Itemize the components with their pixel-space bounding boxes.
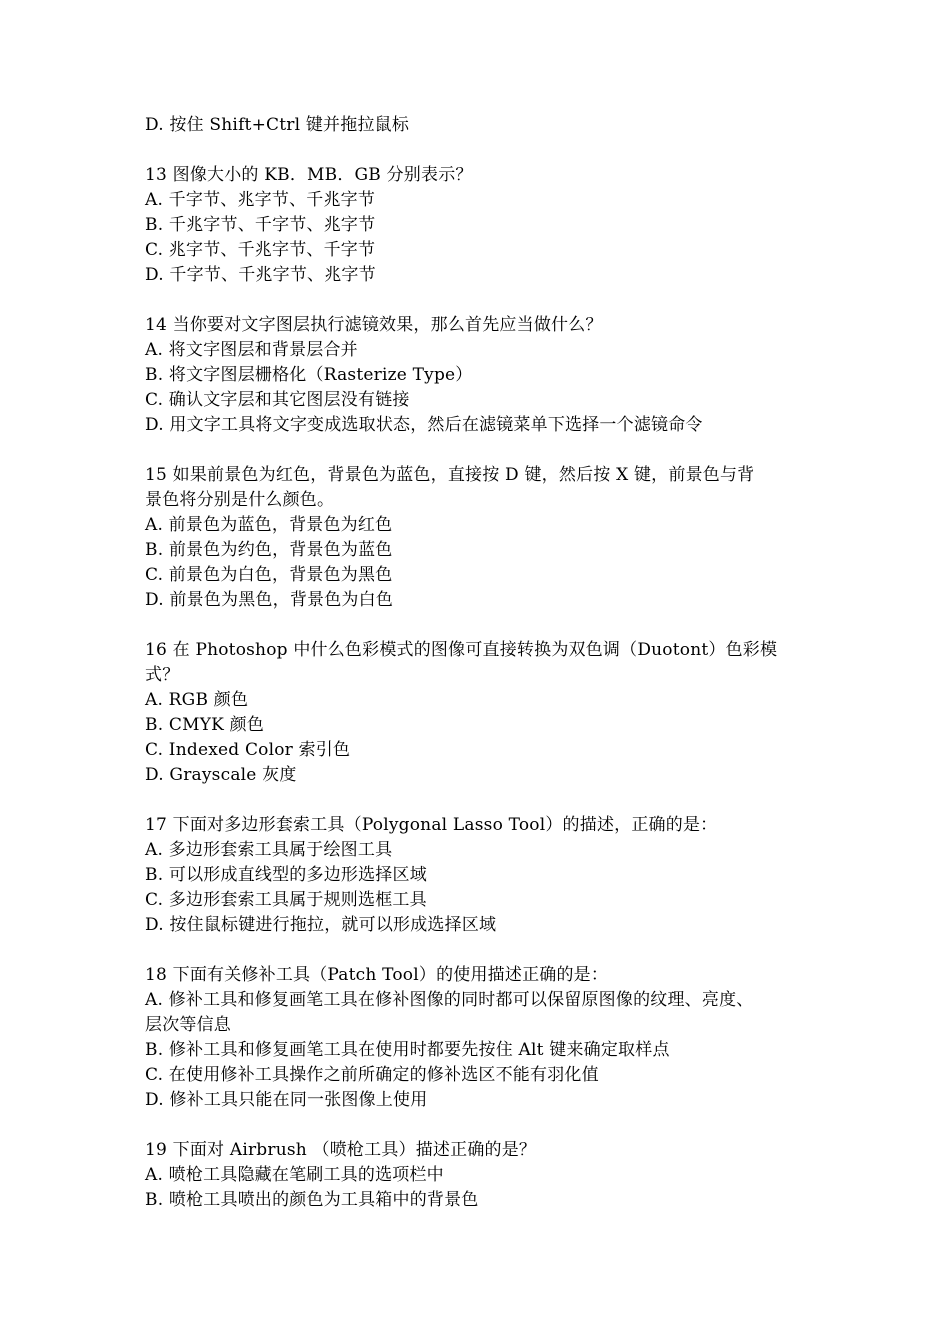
answer-option: A. 多边形套索工具属于绘图工具	[145, 840, 393, 860]
question-text: 17 下面对多边形套索工具（Polygonal Lasso Tool）的描述，正确的是：	[145, 815, 718, 835]
question-text: 16 在 Photoshop 中什么色彩模式的图像可直接转换为双色调（Duotont）色彩模	[145, 640, 778, 660]
answer-option: D. 前景色为黑色，背景色为白色	[145, 590, 394, 610]
answer-option: C. 多边形套索工具属于规则选框工具	[145, 890, 427, 910]
blank-line	[145, 288, 825, 313]
answer-option: C. 前景色为白色，背景色为黑色	[145, 565, 393, 585]
answer-option: B. 可以形成直线型的多边形选择区域	[145, 865, 427, 885]
answer-option: B. 千兆字节、千字节、兆字节	[145, 215, 376, 235]
answer-option: C. 在使用修补工具操作之前所确定的修补选区不能有羽化值	[145, 1065, 599, 1085]
answer-option: B. CMYK 颜色	[145, 715, 265, 735]
answer-option: A. RGB 颜色	[145, 690, 249, 710]
blank-line	[145, 938, 825, 963]
text-line: 式？	[145, 665, 180, 685]
blank-line	[145, 1113, 825, 1138]
question-text: 15 如果前景色为红色，背景色为蓝色，直接按 D 键，然后按 X 键，前景色与背	[145, 465, 755, 485]
answer-option: A. 将文字图层和背景层合并	[145, 340, 358, 360]
answer-option: D. 千字节、千兆字节、兆字节	[145, 265, 376, 285]
answer-option: B. 将文字图层栅格化（Rasterize Type）	[145, 365, 473, 385]
blank-line	[145, 788, 825, 813]
answer-option: C. 确认文字层和其它图层没有链接	[145, 390, 410, 410]
answer-option: C. Indexed Color 索引色	[145, 740, 351, 760]
question-text: 13 图像大小的 KB．MB．GB 分别表示？	[145, 165, 473, 185]
answer-option: B. 修补工具和修复画笔工具在使用时都要先按住 Alt 键来确定取样点	[145, 1040, 670, 1060]
text-line: 景色将分别是什么颜色。	[145, 490, 335, 510]
answer-option: D. Grayscale 灰度	[145, 765, 297, 785]
question-text: 19 下面对 Airbrush （喷枪工具）描述正确的是？	[145, 1140, 537, 1160]
answer-option: B. 喷枪工具喷出的颜色为工具箱中的背景色	[145, 1190, 479, 1210]
answer-option: A. 千字节、兆字节、千兆字节	[145, 190, 376, 210]
answer-option: D. 按住 Shift+Ctrl 键并拖拉鼠标	[145, 115, 410, 135]
answer-option: A. 前景色为蓝色，背景色为红色	[145, 515, 393, 535]
question-text: 18 下面有关修补工具（Patch Tool）的使用描述正确的是：	[145, 965, 609, 985]
document-body	[145, 113, 825, 1213]
answer-option: D. 用文字工具将文字变成选取状态，然后在滤镜菜单下选择一个滤镜命令	[145, 415, 703, 435]
answer-option: D. 修补工具只能在同一张图像上使用	[145, 1090, 428, 1110]
blank-line	[145, 613, 825, 638]
answer-option: A. 喷枪工具隐藏在笔刷工具的选项栏中	[145, 1165, 444, 1185]
blank-line	[145, 438, 825, 463]
answer-option: B. 前景色为约色，背景色为蓝色	[145, 540, 393, 560]
answer-option: D. 按住鼠标键进行拖拉，就可以形成选择区域	[145, 915, 497, 935]
question-text: 14 当你要对文字图层执行滤镜效果，那么首先应当做什么？	[145, 315, 603, 335]
text-line: 层次等信息	[145, 1015, 231, 1035]
answer-option: C. 兆字节、千兆字节、千字节	[145, 240, 376, 260]
blank-line	[145, 138, 825, 163]
answer-option: A. 修补工具和修复画笔工具在修补图像的同时都可以保留原图像的纹理、亮度、	[145, 990, 754, 1010]
